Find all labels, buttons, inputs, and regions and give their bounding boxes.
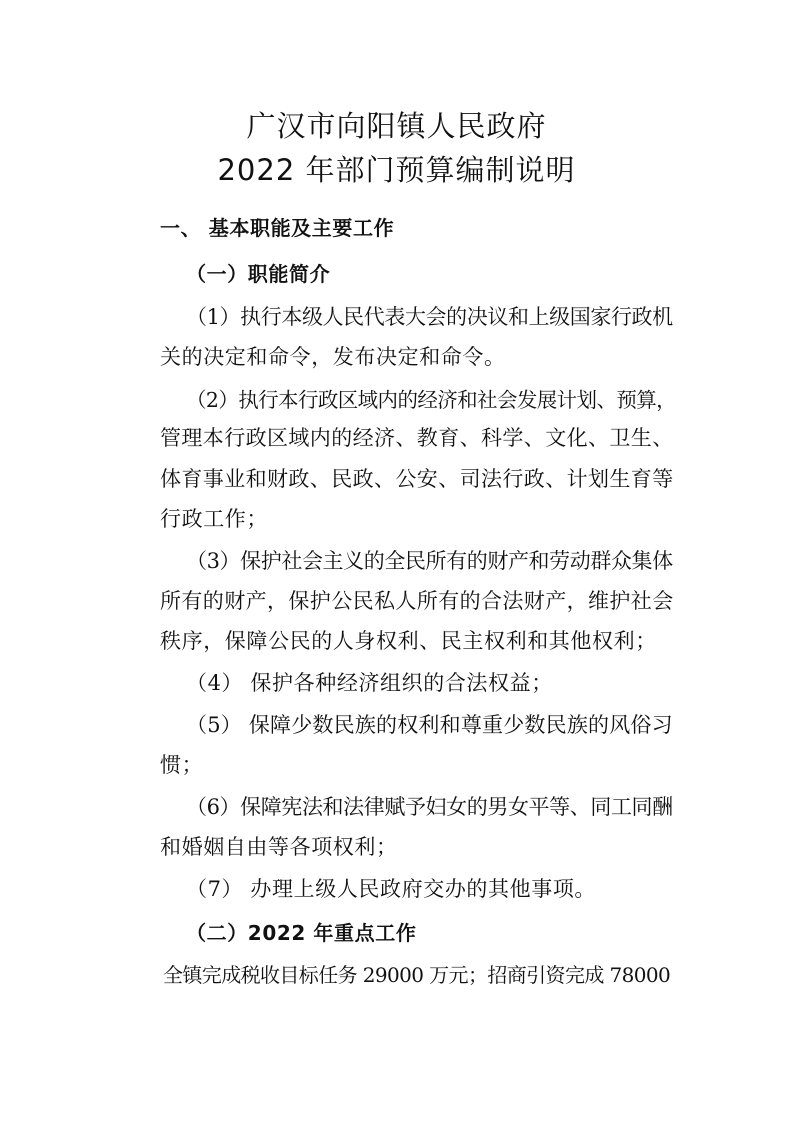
item1-line2: 关的决定和命令，发布决定和命令。 xyxy=(160,345,506,369)
item5-line2: 惯； xyxy=(160,753,204,777)
document-title-line2: 2022 年部门预算编制说明 xyxy=(217,153,576,187)
item6-line1: （6）保障宪法和法律赋予妇女的男女平等、同工同酬 xyxy=(186,795,673,819)
work-line1: 全镇完成税收目标任务 29000 万元；招商引资完成 78000 xyxy=(163,963,671,987)
item7-line1: （7） 办理上级人民政府交办的其他事项。 xyxy=(186,877,597,901)
item2-line1: （2）执行本行政区域内的经济和社会发展计划、预算， xyxy=(186,388,677,412)
item6-line2: 和婚姻自由等各项权利； xyxy=(160,835,398,859)
document-title-line1: 广汉市向阳镇人民政府 xyxy=(246,109,547,143)
subsection1-heading: （一）职能简介 xyxy=(186,262,331,286)
subsection2-heading: （二）2022 年重点工作 xyxy=(186,921,417,945)
item3-line2: 所有的财产，保护公民私人所有的合法财产，维护社会 xyxy=(160,589,674,613)
item2-line3: 体育事业和财政、民政、公安、司法行政、计划生育等 xyxy=(160,467,674,491)
item3-line1: （3）保护社会主义的全民所有的财产和劳动群众集体 xyxy=(186,549,673,573)
item4-line1: （4） 保护各种经济组织的合法权益； xyxy=(186,671,553,695)
item5-line1: （5） 保障少数民族的权利和尊重少数民族的风俗习 xyxy=(186,713,673,737)
item3-line3: 秩序，保障公民的人身权利、民主权利和其他权利； xyxy=(160,629,657,653)
item1-line1: （1）执行本级人民代表大会的决议和上级国家行政机 xyxy=(186,305,673,329)
section1-heading: 一、 基本职能及主要工作 xyxy=(160,216,395,240)
item2-line2: 管理本行政区域内的经济、教育、科学、文化、卫生、 xyxy=(160,426,674,450)
item2-line4: 行政工作； xyxy=(160,507,268,531)
